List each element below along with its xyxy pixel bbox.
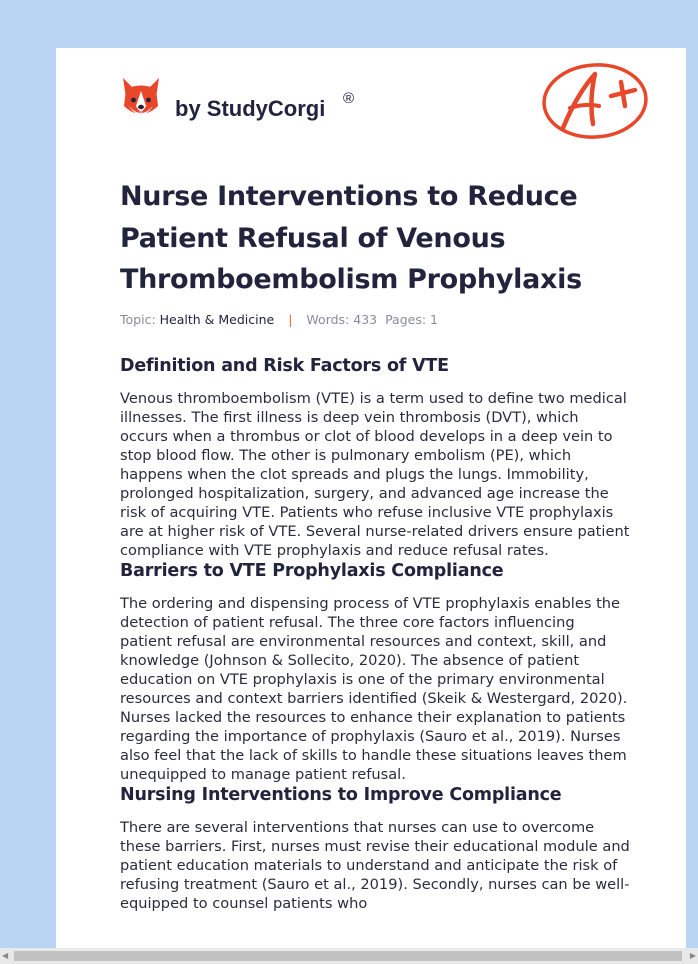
page-count: Pages: 1 — [385, 312, 438, 327]
section-heading: Definition and Risk Factors of VTE — [120, 356, 449, 376]
section-heading: Nursing Interventions to Improve Compliance — [120, 785, 562, 805]
section-paragraph: There are several interventions that nurses can use to overcome these barriers. First, nurses must revise their educational module and patient education materials to understand and anticipate the risk of refusing treatment (Sauro et al., 2019). Secondly, nurses can be well-equipped to counsel patients who — [120, 819, 630, 912]
meta-separator: | — [288, 312, 293, 327]
section-paragraph: Venous thromboembolism (VTE) is a term used to define two medical illnesses. The first illness is deep vein thrombosis (DVT), which occurs when a thrombus or clot of blood develops in a deep vein to stop blood flow. The other is pulmonary embolism (PE), which happens when the clot spreads and plugs the lungs. Immobility, prolonged hospitalization, surgery, and advanced age increase the risk of acquiring VTE. Patients who refuse inclusive VTE prophylaxis are at higher risk of VTE. Several nurse-related drivers ensure patient compliance with VTE prophylaxis and reduce refusal rates. — [120, 390, 630, 559]
scroll-right-icon[interactable]: ▶ — [689, 951, 696, 960]
horizontal-scrollbar[interactable] — [0, 948, 698, 964]
scroll-left-icon[interactable]: ◀ — [2, 951, 9, 960]
brand-name[interactable]: by StudyCorgi — [175, 96, 326, 121]
registered-mark: ® — [343, 90, 355, 107]
page-title: Nurse Interventions to Reduce Patient Refusal of Venous Thromboembolism Prophylaxis — [120, 181, 582, 295]
document-body — [120, 355, 630, 913]
document-meta — [120, 312, 438, 327]
scrollbar-thumb[interactable] — [14, 951, 682, 961]
a-plus-grade-icon — [539, 60, 651, 142]
topic-label: Topic: — [120, 312, 156, 327]
header — [120, 76, 650, 146]
section-paragraph: The ordering and dispensing process of VTE prophylaxis enables the detection of patient refusal. The three core factors influencing patient refusal are environmental resources and context, skill, and knowledge (Johnson & Sollecito, 2020). The absence of patient education on VTE prophylaxis is one of the primary environmental resources and context barriers identified (Skeik & Westergard, 2020). Nurses lacked the resources to enhance their explanation to patients regarding the importance of prophylaxis (Sauro et al., 2019). Nurses also feel that the lack of skills to handle these situations leaves them unequipped to manage patient refusal. — [120, 595, 628, 783]
corgi-head-icon[interactable] — [120, 76, 162, 122]
word-count: Words: 433 — [306, 312, 378, 327]
document-page — [56, 48, 686, 964]
topic-link[interactable]: Health & Medicine — [159, 312, 275, 327]
section-heading: Barriers to VTE Prophylaxis Compliance — [120, 561, 504, 581]
